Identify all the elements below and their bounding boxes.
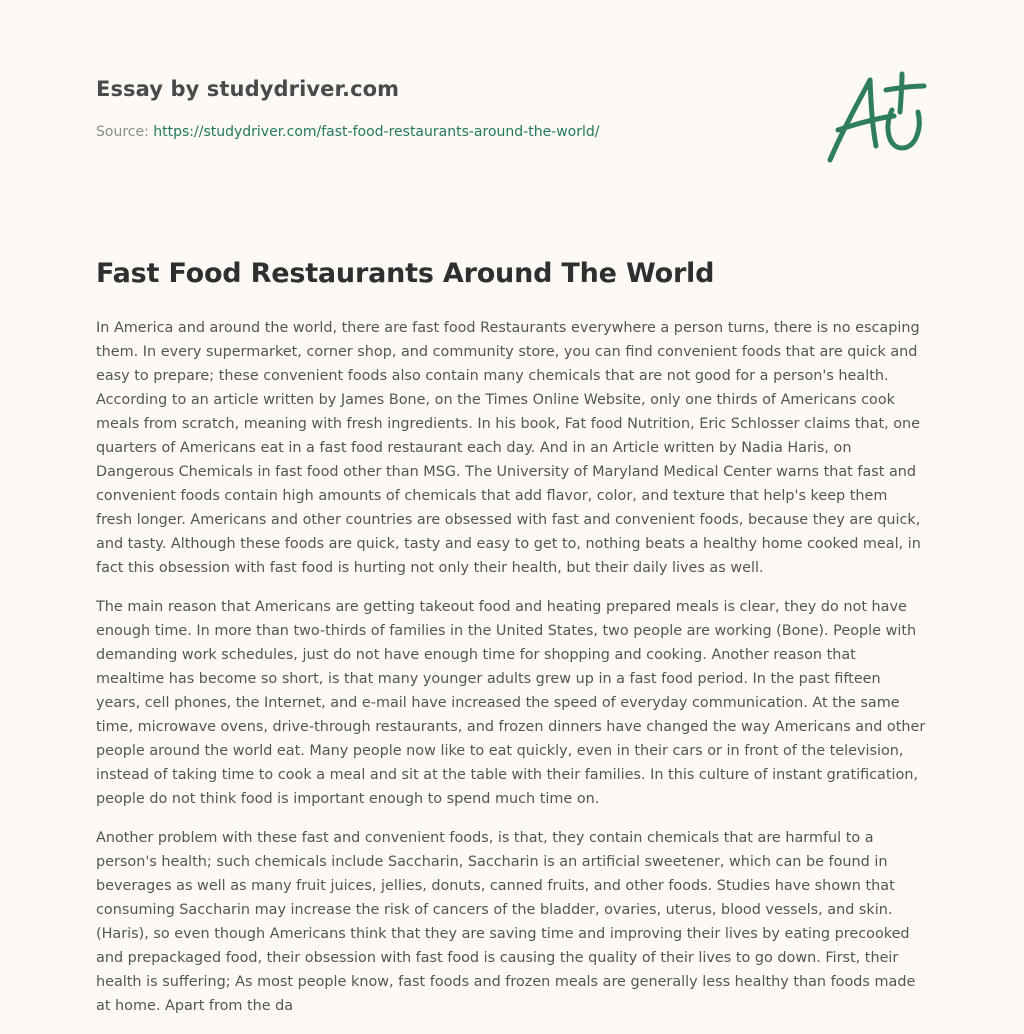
- a-plus-grade-icon: [822, 66, 928, 166]
- page-header: [96, 74, 796, 142]
- source-line: [96, 122, 796, 142]
- essay-paragraph: The main reason that Americans are getting takeout food and heating prepared meals is clear, they do not have enough time. In more than two-thirds of families in the United States, two people are working (Bone). People with demanding work schedules, just do not have enough time for shopping and cooking. Another reason that mealtime has become so short, is that many younger adults grew up in a fast food period. In the past fifteen years, cell phones, the Internet, and e-mail have increased the speed of everyday communication. At the same time, microwave ovens, drive-through restaurants, and frozen dinners have changed the way Americans and other people around the world eat. Many people now like to eat quickly, even in their cars or in front of the television, instead of taking time to cook a meal and sit at the table with their families. In this culture of instant gratification, people do not think food is important enough to spend much time on.: [96, 599, 926, 807]
- essay-paragraph: Another problem with these fast and convenient foods, is that, they contain chemicals that are harmful to a person's health; such chemicals include Saccharin, Saccharin is an artificial sweetener, which can be found in beverages as well as many fruit juices, jellies, donuts, canned fruits, and other foods. Studies have shown that consuming Saccharin may increase the risk of cancers of the bladder, ovaries, uterus, blood vessels, and skin. (Haris), so even though Americans think that they are saving time and improving their lives by eating precooked and prepackaged food, their obsession with fast food is causing the quality of their lives to go down. First, their health is suffering; As most people know, fast foods and frozen meals are generally less healthy than foods made at home. Apart from the da: [96, 830, 916, 1014]
- essay-title: Fast Food Restaurants Around The World: [96, 258, 715, 289]
- essay-body: [96, 316, 928, 1033]
- source-link[interactable]: https://studydriver.com/fast-food-restaurants-around-the-world/: [153, 124, 600, 140]
- source-label: Source:: [96, 124, 154, 140]
- essay-paragraph: In America and around the world, there are fast food Restaurants everywhere a person turns, there is no escaping them. In every supermarket, corner shop, and community store, you can find convenient foods that are quick and easy to prepare; these convenient foods also contain many chemicals that are not good for a person's health. According to an article written by James Bone, on the Times Online Website, only one thirds of Americans cook meals from scratch, meaning with fresh ingredients. In his book, Fat food Nutrition, Eric Schlosser claims that, one quarters of Americans eat in a fast food restaurant each day. And in an Article written by Nadia Haris, on Dangerous Chemicals in fast food other than MSG. The University of Maryland Medical Center warns that fast and convenient foods contain high amounts of chemicals that add flavor, color, and texture that help's keep them fresh longer. Americans and other countries are obsessed with fast and convenient foods, because they are quick, and tasty. Although these foods are quick, tasty and easy to get to, nothing beats a healthy home cooked meal, in fact this obsession with fast food is hurting not only their health, but their daily lives as well.: [96, 320, 921, 576]
- site-brand: Essay by studydriver.com: [96, 77, 400, 101]
